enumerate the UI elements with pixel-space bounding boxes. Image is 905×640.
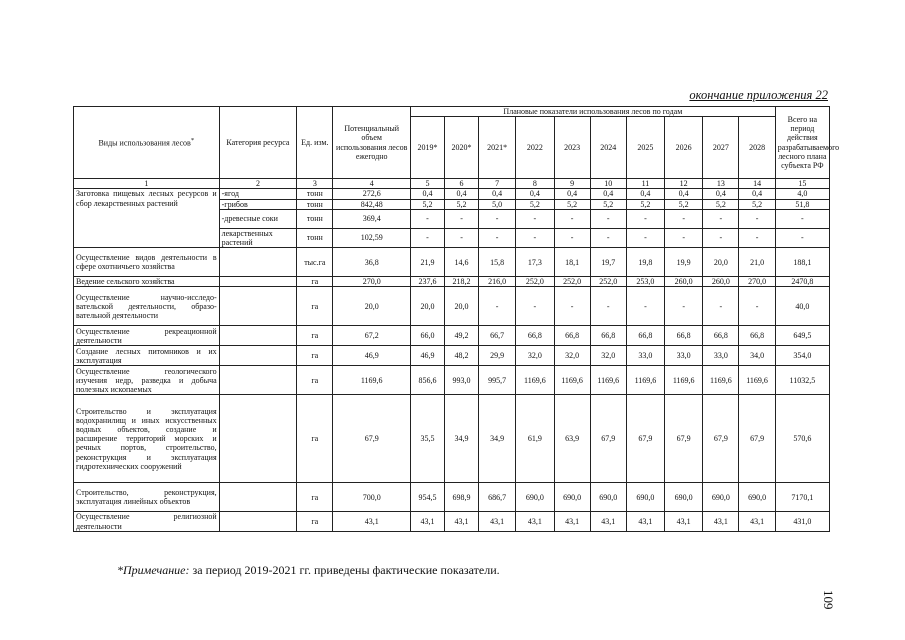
year-value: 18,1 [554,248,590,277]
year-value: 15,8 [479,248,516,277]
table-row [74,287,830,326]
year-value: 43,1 [665,512,703,531]
header-row [74,107,830,117]
year-value: 690,0 [554,483,590,512]
year-value: 32,0 [554,346,590,366]
resource-category [219,248,297,277]
unit: тонн [297,209,333,228]
year-value: 993,0 [445,366,479,395]
year-value: 1169,6 [590,366,626,395]
year-value: 260,0 [703,277,739,287]
year-value: 1169,6 [554,366,590,395]
use-type-footnote-mark: * [190,137,195,145]
year-value: 686,7 [479,483,516,512]
year-value: 43,1 [516,512,554,531]
year-value: - [411,228,445,247]
year-value: 32,0 [516,346,554,366]
year-value: - [554,228,590,247]
total-value: - [775,228,829,247]
use-type-name: Заготовка пищевых лесных ресурсов и сбор лекарственных растений [74,189,220,248]
table-row [74,326,830,346]
year-value: - [516,209,554,228]
year-value: - [479,228,516,247]
year-value: 43,1 [703,512,739,531]
appendix-note: окончание приложения 22 [689,88,828,102]
resource-category [219,287,297,326]
year-value: - [665,209,703,228]
resource-category [219,346,297,366]
year-value: - [445,209,479,228]
potential-volume: 67,9 [333,395,411,483]
year-value: 856,6 [411,366,445,395]
year-value: 690,0 [590,483,626,512]
resource-category: -ягод [219,189,297,199]
year-value: 43,1 [739,512,775,531]
unit: га [297,483,333,512]
year-value: - [590,287,626,326]
col-category-header: Категория ресурса [219,107,297,179]
resource-category [219,483,297,512]
year-value: 690,0 [516,483,554,512]
resource-category [219,366,297,395]
year-value: 5,2 [626,199,664,209]
year-value: - [665,228,703,247]
year-value: 0,4 [626,189,664,199]
col-use-type-header [74,107,220,179]
table-row [74,346,830,366]
table-row [74,189,830,199]
year-value: - [590,228,626,247]
unit: га [297,366,333,395]
year-value: 43,1 [626,512,664,531]
year-value: 19,9 [665,248,703,277]
year-value: 20,0 [445,287,479,326]
total-value: - [775,209,829,228]
year-value: 20,0 [703,248,739,277]
year-value: - [626,228,664,247]
resource-category: -грибов [219,199,297,209]
footnote-text: за период 2019-2021 гг. приведены фактические показатели. [192,563,500,577]
year-value: 5,2 [445,199,479,209]
total-value: 188,1 [775,248,829,277]
table-header [74,107,840,189]
year-value: - [445,228,479,247]
year-value: 32,0 [590,346,626,366]
year-value: 21,9 [411,248,445,277]
column-number: 5 [411,179,445,189]
table-body [74,189,830,531]
year-value: 61,9 [516,395,554,483]
year-value: 1169,6 [703,366,739,395]
total-value: 40,0 [775,287,829,326]
total-value: 4,0 [775,189,829,199]
year-value: 66,8 [703,326,739,346]
use-type-name: Осуществление научно-исследо-вательской деятельности, образо-вательной деятельности [74,287,220,326]
year-value: 46,9 [411,346,445,366]
use-type-name: Ведение сельского хозяйства [74,277,220,287]
year-value: 0,4 [590,189,626,199]
year-value: 29,9 [479,346,516,366]
potential-volume: 700,0 [333,483,411,512]
use-type-name: Строительство и эксплуатация водохранилищ и иных искусственных водных объектов, создание и расширение территорий морских и речных портов, строительство, реконструкция и эксплуатация гидротехнических сооружений [74,395,220,483]
year-header: 2027 [703,117,739,179]
resource-category [219,277,297,287]
use-type-header-text: Виды использования лесов [98,138,191,148]
year-value: 66,8 [626,326,664,346]
resource-category [219,326,297,346]
year-value: 67,9 [739,395,775,483]
column-number: 8 [516,179,554,189]
year-value: - [554,287,590,326]
year-value: 66,8 [590,326,626,346]
page-number: 109 [821,590,836,610]
year-header: 2021* [479,117,516,179]
year-value: 0,4 [411,189,445,199]
year-value: 66,8 [739,326,775,346]
resource-category: -древесные соки [219,209,297,228]
year-value: 237,6 [411,277,445,287]
year-value: 63,9 [554,395,590,483]
potential-volume: 270,0 [333,277,411,287]
column-number: 6 [445,179,479,189]
year-value: 66,8 [516,326,554,346]
year-header: 2026 [665,117,703,179]
year-value: 5,2 [739,199,775,209]
year-value: - [703,228,739,247]
year-header: 2023 [554,117,590,179]
year-value: 19,8 [626,248,664,277]
year-value: 253,0 [626,277,664,287]
unit: тонн [297,199,333,209]
year-value: 0,4 [665,189,703,199]
column-number: 9 [554,179,590,189]
year-value: 43,1 [590,512,626,531]
potential-volume: 369,4 [333,209,411,228]
total-value: 354,0 [775,346,829,366]
year-value: 995,7 [479,366,516,395]
year-header: 2022 [516,117,554,179]
total-value: 431,0 [775,512,829,531]
use-type-name: Создание лесных питомников и их эксплуатация [74,346,220,366]
year-value: - [703,209,739,228]
year-value: 5,2 [411,199,445,209]
year-value: 48,2 [445,346,479,366]
year-value: 1169,6 [626,366,664,395]
year-value: - [739,209,775,228]
unit: га [297,512,333,531]
year-value: 66,8 [554,326,590,346]
year-value: 66,0 [411,326,445,346]
year-value: 0,4 [554,189,590,199]
resource-category [219,395,297,483]
year-header: 2020* [445,117,479,179]
resource-category: лекарственных растений [219,228,297,247]
unit: тонн [297,228,333,247]
use-type-name: Осуществление рекреационной деятельности [74,326,220,346]
table-row [74,277,830,287]
year-value: 43,1 [554,512,590,531]
year-value: 252,0 [554,277,590,287]
total-value: 2470,8 [775,277,829,287]
year-value: 66,7 [479,326,516,346]
year-value: 0,4 [516,189,554,199]
year-value: 33,0 [703,346,739,366]
unit: га [297,346,333,366]
year-value: 0,4 [739,189,775,199]
year-value: 1169,6 [739,366,775,395]
year-value: - [554,209,590,228]
year-header: 2019* [411,117,445,179]
year-value: - [739,228,775,247]
year-value: 0,4 [445,189,479,199]
year-header: 2028 [739,117,775,179]
table-row [74,483,830,512]
year-value: 5,2 [703,199,739,209]
potential-volume: 20,0 [333,287,411,326]
year-value: 34,0 [739,346,775,366]
year-value: 17,3 [516,248,554,277]
unit: тыс.га [297,248,333,277]
column-number: 10 [590,179,626,189]
year-value: 690,0 [703,483,739,512]
column-number: 1 [74,179,220,189]
potential-volume: 67,2 [333,326,411,346]
col-unit-header: Ед. изм. [297,107,333,179]
year-header: 2025 [626,117,664,179]
year-value: - [703,287,739,326]
year-value: 34,9 [479,395,516,483]
year-header: 2024 [590,117,626,179]
year-value: 67,9 [590,395,626,483]
year-value: 1169,6 [516,366,554,395]
potential-volume: 842,48 [333,199,411,209]
year-value: 49,2 [445,326,479,346]
year-value: 252,0 [590,277,626,287]
total-value: 570,6 [775,395,829,483]
year-value: 34,9 [445,395,479,483]
potential-volume: 36,8 [333,248,411,277]
col-total-header: Всего на период действия разрабатываемого лесного плана субъекта РФ [775,107,829,179]
year-value: 43,1 [445,512,479,531]
column-number: 12 [665,179,703,189]
column-number: 7 [479,179,516,189]
year-value: 5,2 [554,199,590,209]
total-value: 7170,1 [775,483,829,512]
total-value: 649,5 [775,326,829,346]
column-numbers-row [74,179,830,189]
year-value: 21,0 [739,248,775,277]
total-value: 11032,5 [775,366,829,395]
year-value: 0,4 [479,189,516,199]
year-value: 14,6 [445,248,479,277]
year-value: 5,2 [590,199,626,209]
year-value: 5,2 [516,199,554,209]
forest-use-plan-table [73,106,840,532]
column-number: 14 [739,179,775,189]
year-value: 5,2 [665,199,703,209]
year-value: 43,1 [479,512,516,531]
column-number: 3 [297,179,333,189]
unit: га [297,287,333,326]
column-number: 13 [703,179,739,189]
use-type-name: Осуществление видов деятельности в сфере охотничьего хозяйства [74,248,220,277]
year-value: - [516,287,554,326]
planned-by-years-header: Плановые показатели использования лесов по годам [411,107,776,117]
year-value: - [626,209,664,228]
column-number: 15 [775,179,829,189]
table-row [74,248,830,277]
year-value: 19,7 [590,248,626,277]
potential-volume: 102,59 [333,228,411,247]
resource-category [219,512,297,531]
year-value: 43,1 [411,512,445,531]
year-value: 954,5 [411,483,445,512]
year-value: 260,0 [665,277,703,287]
year-value: 1169,6 [665,366,703,395]
year-value: - [411,209,445,228]
potential-volume: 43,1 [333,512,411,531]
column-number: 4 [333,179,411,189]
total-value: 51,8 [775,199,829,209]
year-value: 33,0 [665,346,703,366]
year-value: 67,9 [665,395,703,483]
year-value: 270,0 [739,277,775,287]
year-value: - [479,287,516,326]
table-row [74,366,830,395]
use-type-name: Осуществление религиозной деятельности [74,512,220,531]
year-value: 698,9 [445,483,479,512]
year-value: 67,9 [703,395,739,483]
year-value: 66,8 [665,326,703,346]
unit: га [297,395,333,483]
unit: га [297,277,333,287]
potential-volume: 272,6 [333,189,411,199]
potential-volume: 46,9 [333,346,411,366]
year-value: 690,0 [626,483,664,512]
year-value: 33,0 [626,346,664,366]
year-value: 5,0 [479,199,516,209]
year-value: 20,0 [411,287,445,326]
unit: га [297,326,333,346]
year-value: 252,0 [516,277,554,287]
year-value: - [665,287,703,326]
footnote-label: *Примечание: [117,563,190,577]
use-type-name: Осуществление геологического изучения недр, разведка и добыча полезных ископаемых [74,366,220,395]
year-value: - [626,287,664,326]
col-potential-header: Потенциальный объем использования лесов ежегодно [333,107,411,179]
table-row [74,395,830,483]
potential-volume: 1169,6 [333,366,411,395]
use-type-name: Строительство, реконструкция, эксплуатация линейных объектов [74,483,220,512]
year-value: 218,2 [445,277,479,287]
year-value: - [479,209,516,228]
unit: тонн [297,189,333,199]
year-value: 0,4 [703,189,739,199]
table-row [74,512,830,531]
year-value: 216,0 [479,277,516,287]
year-value: 35,5 [411,395,445,483]
year-value: 67,9 [626,395,664,483]
column-number: 2 [219,179,297,189]
footnote [117,563,500,578]
year-value: - [739,287,775,326]
year-value: 690,0 [665,483,703,512]
year-value: - [516,228,554,247]
year-value: - [590,209,626,228]
column-number: 11 [626,179,664,189]
year-value: 690,0 [739,483,775,512]
